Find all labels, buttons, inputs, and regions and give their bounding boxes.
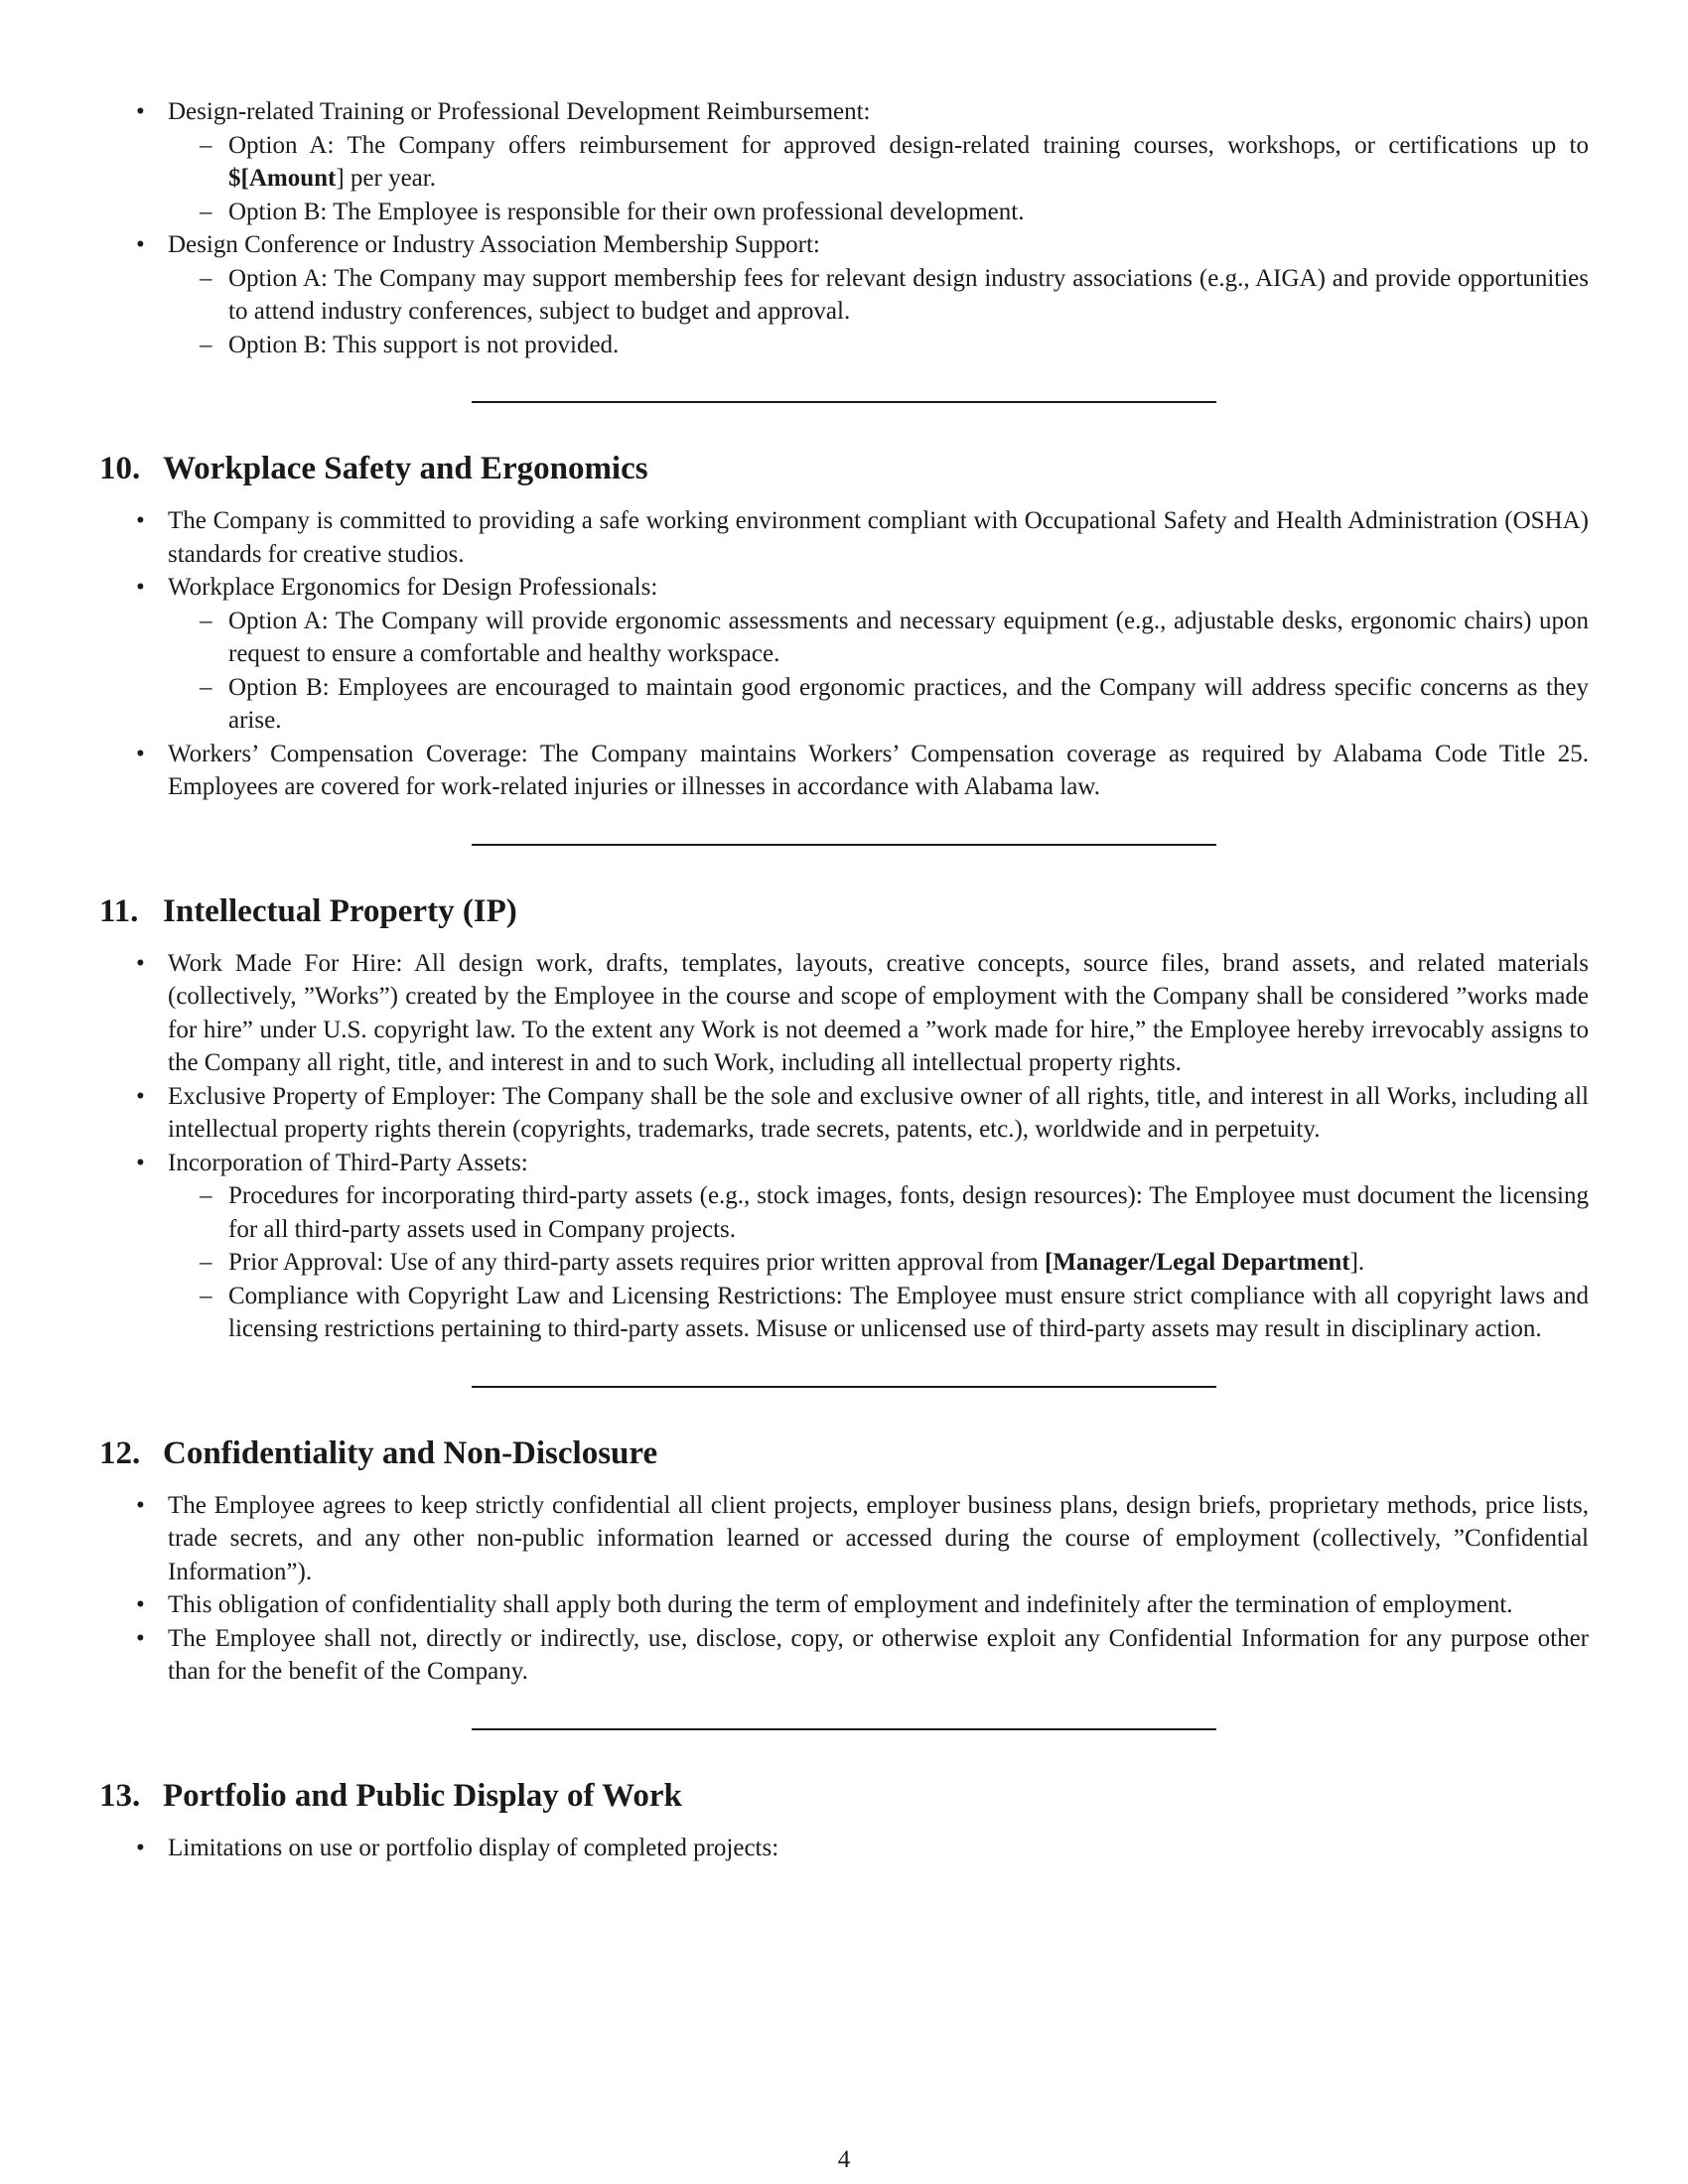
- list-item: • The Employee shall not, directly or indirectly, use, disclose, copy, or otherwise exploit any Confidential Information for any purpose other than for the benefit of the Company.: [99, 1622, 1589, 1689]
- document-page: [99, 95, 1589, 1864]
- section-title: Confidentiality and Non-Disclosure: [163, 1434, 658, 1471]
- section-number: 13.: [99, 1777, 141, 1814]
- placeholder-amount: $[Amount: [228, 165, 337, 192]
- sublist-training: [168, 129, 1589, 229]
- section-heading-12: [99, 1433, 1589, 1473]
- list-item-text: Design Conference or Industry Association Membership Support:: [168, 231, 820, 258]
- list-item: • The Employee agrees to keep strictly confidential all client projects, employer business plans, design briefs, proprietary methods, price lists, trade secrets, and any other non-public information learned or accessed during the course of employment (collectively, ”Confidential Information”).: [99, 1489, 1589, 1589]
- list-item: • Workers’ Compensation Coverage: The Company maintains Workers’ Compensation coverage as required by Alabama Code Title 25. Employees are covered for work-related injuries or illnesses in accordance with Alabama law.: [99, 738, 1589, 804]
- list-item-text: Design-related Training or Professional Development Reimbursement:: [168, 98, 871, 125]
- list-item: • Exclusive Property of Employer: The Company shall be the sole and exclusive owner of all rights, title, and interest in all Works, including all intellectual property rights therein (copyrights, trademarks, trade secrets, patents, etc.), worldwide and in perpetuity.: [99, 1080, 1589, 1147]
- list-item: • This obligation of confidentiality shall apply both during the term of employment and indefinitely after the termination of employment.: [99, 1588, 1589, 1622]
- list-section-10: [99, 504, 1589, 804]
- section-number: 10.: [99, 451, 141, 486]
- list-item: • Work Made For Hire: All design work, drafts, templates, layouts, creative concepts, source files, brand assets, and related materials (collectively, ”Works”) created by the Employee in the course and scope of employment with the Company shall be considered ”works made for hire” under U.S. copyright law. To the extent any Work is not deemed a ”work made for hire,” the Employee hereby irrevocably assigns to the Company all right, title, and interest in and to such Work, including all intellectual property rights.: [99, 947, 1589, 1080]
- list-item-conference: [99, 228, 1589, 361]
- section-title: Portfolio and Public Display of Work: [163, 1777, 682, 1814]
- sublist-item-option-b: – Option B: The Employee is responsible for their own professional development.: [168, 196, 1589, 229]
- sublist-item-option-a: [168, 129, 1589, 196]
- sublist-item: – Procedures for incorporating third-party assets (e.g., stock images, fonts, design resources): The Employee must document the licensing for all third-party assets used in Company projects.: [168, 1179, 1589, 1246]
- section-heading-11: [99, 891, 1589, 931]
- sublist-item-option-b: – Option B: Employees are encouraged to maintain good ergonomic practices, and the Company will address specific concerns as they arise.: [168, 671, 1589, 738]
- sublist-item-option-a: – Option A: The Company will provide ergonomic assessments and necessary equipment (e.g., adjustable desks, ergonomic chairs) upon request to ensure a comfortable and healthy workspace.: [168, 605, 1589, 671]
- section-title: Intellectual Property (IP): [163, 892, 517, 929]
- list-item: • Limitations on use or portfolio display of completed projects:: [99, 1832, 1589, 1865]
- sublist-ergonomics: [168, 605, 1589, 738]
- sublist-item: – Compliance with Copyright Law and Licensing Restrictions: The Employee must ensure strict compliance with all copyright laws and licensing restrictions pertaining to third-party assets. Misuse or unlicensed use of third-party assets may result in disciplinary action.: [168, 1280, 1589, 1346]
- page-number: 4: [837, 2146, 851, 2173]
- sublist-item: [168, 1246, 1589, 1280]
- sublist-item-option-a: – Option A: The Company may support membership fees for relevant design industry associations (e.g., AIGA) and provide opportunities to attend industry conferences, subject to budget and approval.: [168, 262, 1589, 329]
- section-number: 12.: [99, 1434, 141, 1471]
- list-item: • The Company is committed to providing a safe working environment compliant with Occupational Safety and Health Administration (OSHA) standards for creative studios.: [99, 504, 1589, 571]
- section-title: Workplace Safety and Ergonomics: [163, 451, 648, 486]
- option-text: Option A: The Company offers reimbursement for approved design-related training courses, workshops, or certifications up to: [228, 131, 1589, 159]
- list-top: [99, 95, 1589, 361]
- list-item-text: Incorporation of Third-Party Assets:: [168, 1149, 528, 1176]
- list-section-11: [99, 947, 1589, 1346]
- sublist-conference: [168, 262, 1589, 362]
- sublist-text: Prior Approval: Use of any third-party assets requires prior written approval from: [228, 1249, 1046, 1276]
- sublist-third-party: [168, 1179, 1589, 1346]
- placeholder-approver: [Manager/Legal Department: [1045, 1249, 1350, 1276]
- section-number: 11.: [99, 892, 139, 929]
- list-item: [99, 1147, 1589, 1346]
- option-text-tail: ] per year.: [336, 165, 436, 192]
- list-item: [99, 571, 1589, 738]
- list-section-13: [99, 1832, 1589, 1865]
- list-section-12: [99, 1489, 1589, 1689]
- sublist-text-tail: ].: [1349, 1249, 1365, 1276]
- list-item-text: Workplace Ergonomics for Design Professionals:: [168, 574, 658, 601]
- list-item-training: [99, 95, 1589, 228]
- section-heading-10: [99, 449, 1589, 488]
- section-heading-13: [99, 1776, 1589, 1816]
- sublist-item-option-b: – Option B: This support is not provided.: [168, 329, 1589, 362]
